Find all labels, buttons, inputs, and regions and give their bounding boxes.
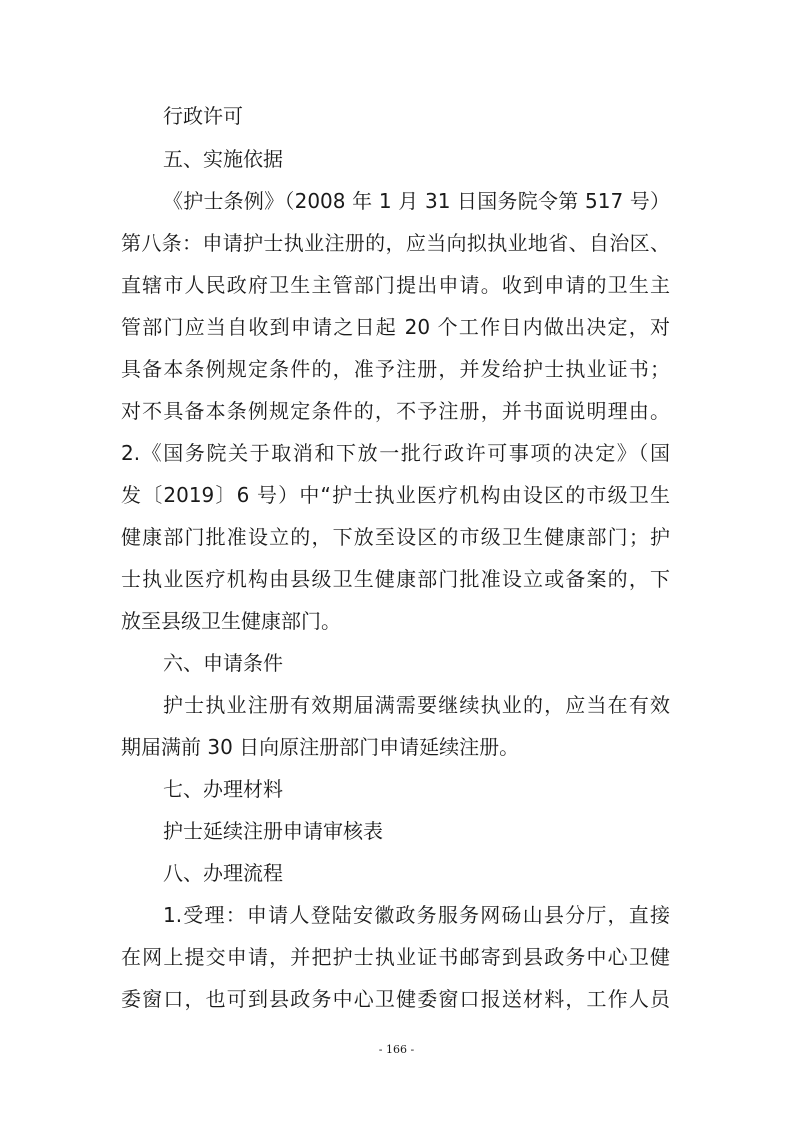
text-line-22: 委窗口，也可到县政务中心卫健委窗口报送材料，工作人员 — [121, 987, 670, 1011]
text-line-7: 具备本条例规定条件的，准予注册，并发给护士执业证书； — [121, 357, 670, 381]
text-line-12: 士执业医疗机构由县级卫生健康部门批准设立或备案的，下 — [121, 567, 670, 591]
text-line-15: 护士执业注册有效期届满需要继续执业的，应当在有效 — [163, 693, 670, 717]
text-line-4: 第八条：申请护士执业注册的，应当向拟执业地省、自治区、 — [121, 231, 670, 255]
text-line-3: 《护士条例》（2008 年 1 月 31 日国务院令第 517 号） — [163, 189, 670, 213]
text-line-6: 管部门应当自收到申请之日起 20 个工作日内做出决定，对 — [121, 315, 670, 339]
section-heading-basis: 五、实施依据 — [163, 147, 283, 171]
page-number: - 166 - — [378, 1043, 415, 1056]
section-heading-process: 八、办理流程 — [163, 861, 283, 885]
section-heading-conditions: 六、申请条件 — [163, 651, 283, 675]
text-line-1: 行政许可 — [163, 104, 243, 128]
text-line-21: 在网上提交申请，并把护士执业证书邮寄到县政务中心卫健 — [121, 945, 670, 969]
section-heading-materials: 七、办理材料 — [163, 777, 283, 801]
text-line-11: 健康部门批准设立的，下放至设区的市级卫生健康部门；护 — [121, 525, 670, 549]
text-line-16: 期届满前 30 日向原注册部门申请延续注册。 — [121, 735, 520, 759]
text-line-20: 1.受理：申请人登陆安徽政务服务网砀山县分厅，直接 — [163, 903, 670, 927]
text-line-13: 放至县级卫生健康部门。 — [121, 609, 341, 633]
text-line-8: 对不具备本条例规定条件的，不予注册，并书面说明理由。 — [121, 399, 670, 423]
text-line-18: 护士延续注册申请审核表 — [163, 819, 383, 843]
text-line-5: 直辖市人民政府卫生主管部门提出申请。收到申请的卫生主 — [121, 273, 670, 297]
text-line-9: 2.《国务院关于取消和下放一批行政许可事项的决定》（国 — [121, 441, 670, 465]
text-line-10: 发〔2019〕6 号）中“护士执业医疗机构由设区的市级卫生 — [121, 483, 670, 507]
